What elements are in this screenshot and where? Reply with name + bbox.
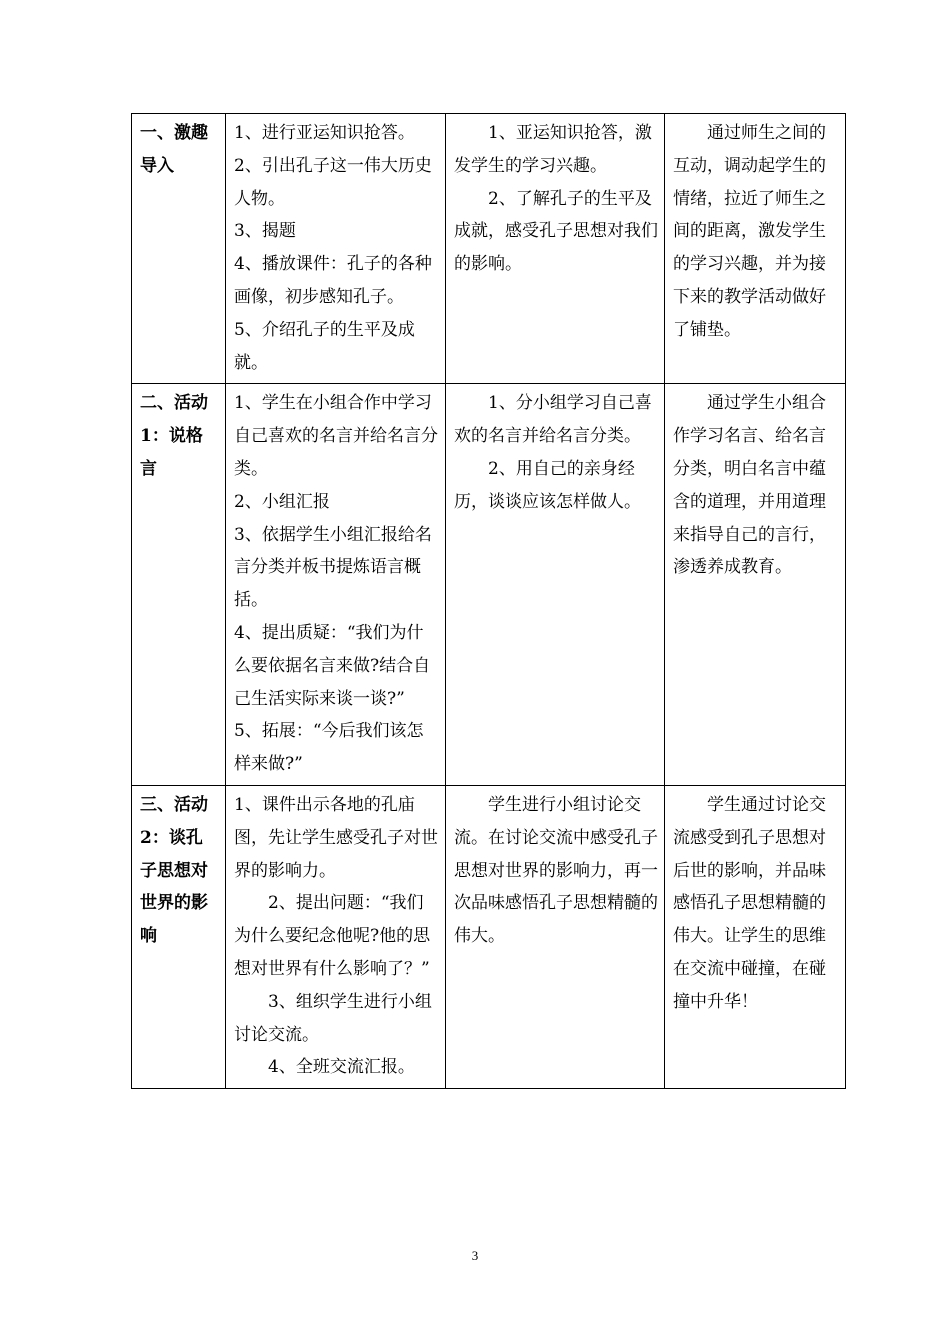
teacher-step: 3、依据学生小组汇报给名言分类并板书提炼语言概括。 (234, 524, 432, 611)
teacher-step: 2、引出孔子这一伟大历史人物。 (234, 155, 432, 209)
stage-label: 一、激趣导入 (140, 123, 208, 176)
design-intent-cell (665, 114, 846, 384)
stage-label: 二、活动1：说格言 (140, 393, 208, 479)
teacher-step: 1、进行亚运知识抢答。 (234, 123, 415, 143)
student-activity-cell (446, 384, 665, 786)
teacher-activity-cell (226, 114, 446, 384)
stage-cell (132, 384, 226, 786)
student-step: 1、分小组学习自己喜欢的名言并给名言分类。 (454, 393, 652, 447)
teacher-step: 1、课件出示各地的孔庙图，先让学生感受孔子对世界的影响力。 (234, 794, 438, 881)
teacher-step: 2、小组汇报 (234, 491, 330, 512)
design-intent: 通过师生之间的互动，调动起学生的情绪，拉近了师生之间的距离，激发学生的学习兴趣，并为接下来的教学活动做好了铺垫。 (673, 123, 826, 340)
teacher-step: 3、组织学生进行小组讨论交流。 (234, 991, 432, 1045)
stage-cell (132, 114, 226, 384)
teacher-step: 3、揭题 (234, 221, 296, 242)
table-row (132, 785, 846, 1088)
teacher-activity-cell (226, 785, 446, 1088)
teacher-step: 4、提出质疑：“我们为什么要依据名言来做?结合自己生活实际来谈一谈?” (234, 622, 431, 709)
teacher-step: 1、学生在小组合作中学习自己喜欢的名言并给名言分类。 (234, 393, 438, 479)
design-intent-cell (665, 785, 846, 1088)
teacher-step: 2、提出问题：“我们为什么要纪念他呢?他的思想对世界有什么影响了？” (234, 893, 431, 979)
student-step: 2、了解孔子的生平及成就，感受孔子思想对我们的影响。 (454, 188, 658, 275)
student-activity-cell (446, 114, 665, 384)
design-intent: 通过学生小组合作学习名言、给名言分类，明白名言中蕴含的道理，并用道理来指导自己的言行，渗透养成教育。 (673, 393, 826, 578)
teacher-activity-cell (226, 384, 446, 786)
stage-label: 三、活动2：谈孔子思想对世界的影响 (140, 794, 208, 947)
table-row (132, 384, 846, 786)
design-intent-cell (665, 384, 846, 786)
design-intent: 学生通过讨论交流感受到孔子思想对后世的影响，并品味感悟孔子思想精髓的伟大。让学生的思维在交流中碰撞，在碰撞中升华！ (673, 794, 826, 1012)
lesson-plan-table (131, 113, 846, 1089)
table-row (132, 114, 846, 384)
student-step: 1、亚运知识抢答，激发学生的学习兴趣。 (454, 123, 652, 176)
student-step: 2、用自己的亲身经历，谈谈应该怎样做人。 (454, 458, 641, 512)
teacher-step: 5、介绍孔子的生平及成就。 (234, 319, 415, 373)
stage-cell (132, 785, 226, 1088)
student-activity-cell (446, 785, 665, 1088)
page-number: 3 (471, 1248, 479, 1263)
teacher-step: 4、播放课件：孔子的各种画像，初步感知孔子。 (234, 254, 432, 307)
student-step: 学生进行小组讨论交流。在讨论交流中感受孔子思想对世界的影响力，再一次品味感悟孔子思想精髓的伟大。 (454, 794, 658, 947)
teacher-step: 5、拓展：“今后我们该怎样来做?” (234, 721, 424, 775)
teacher-step: 4、全班交流汇报。 (268, 1057, 415, 1078)
